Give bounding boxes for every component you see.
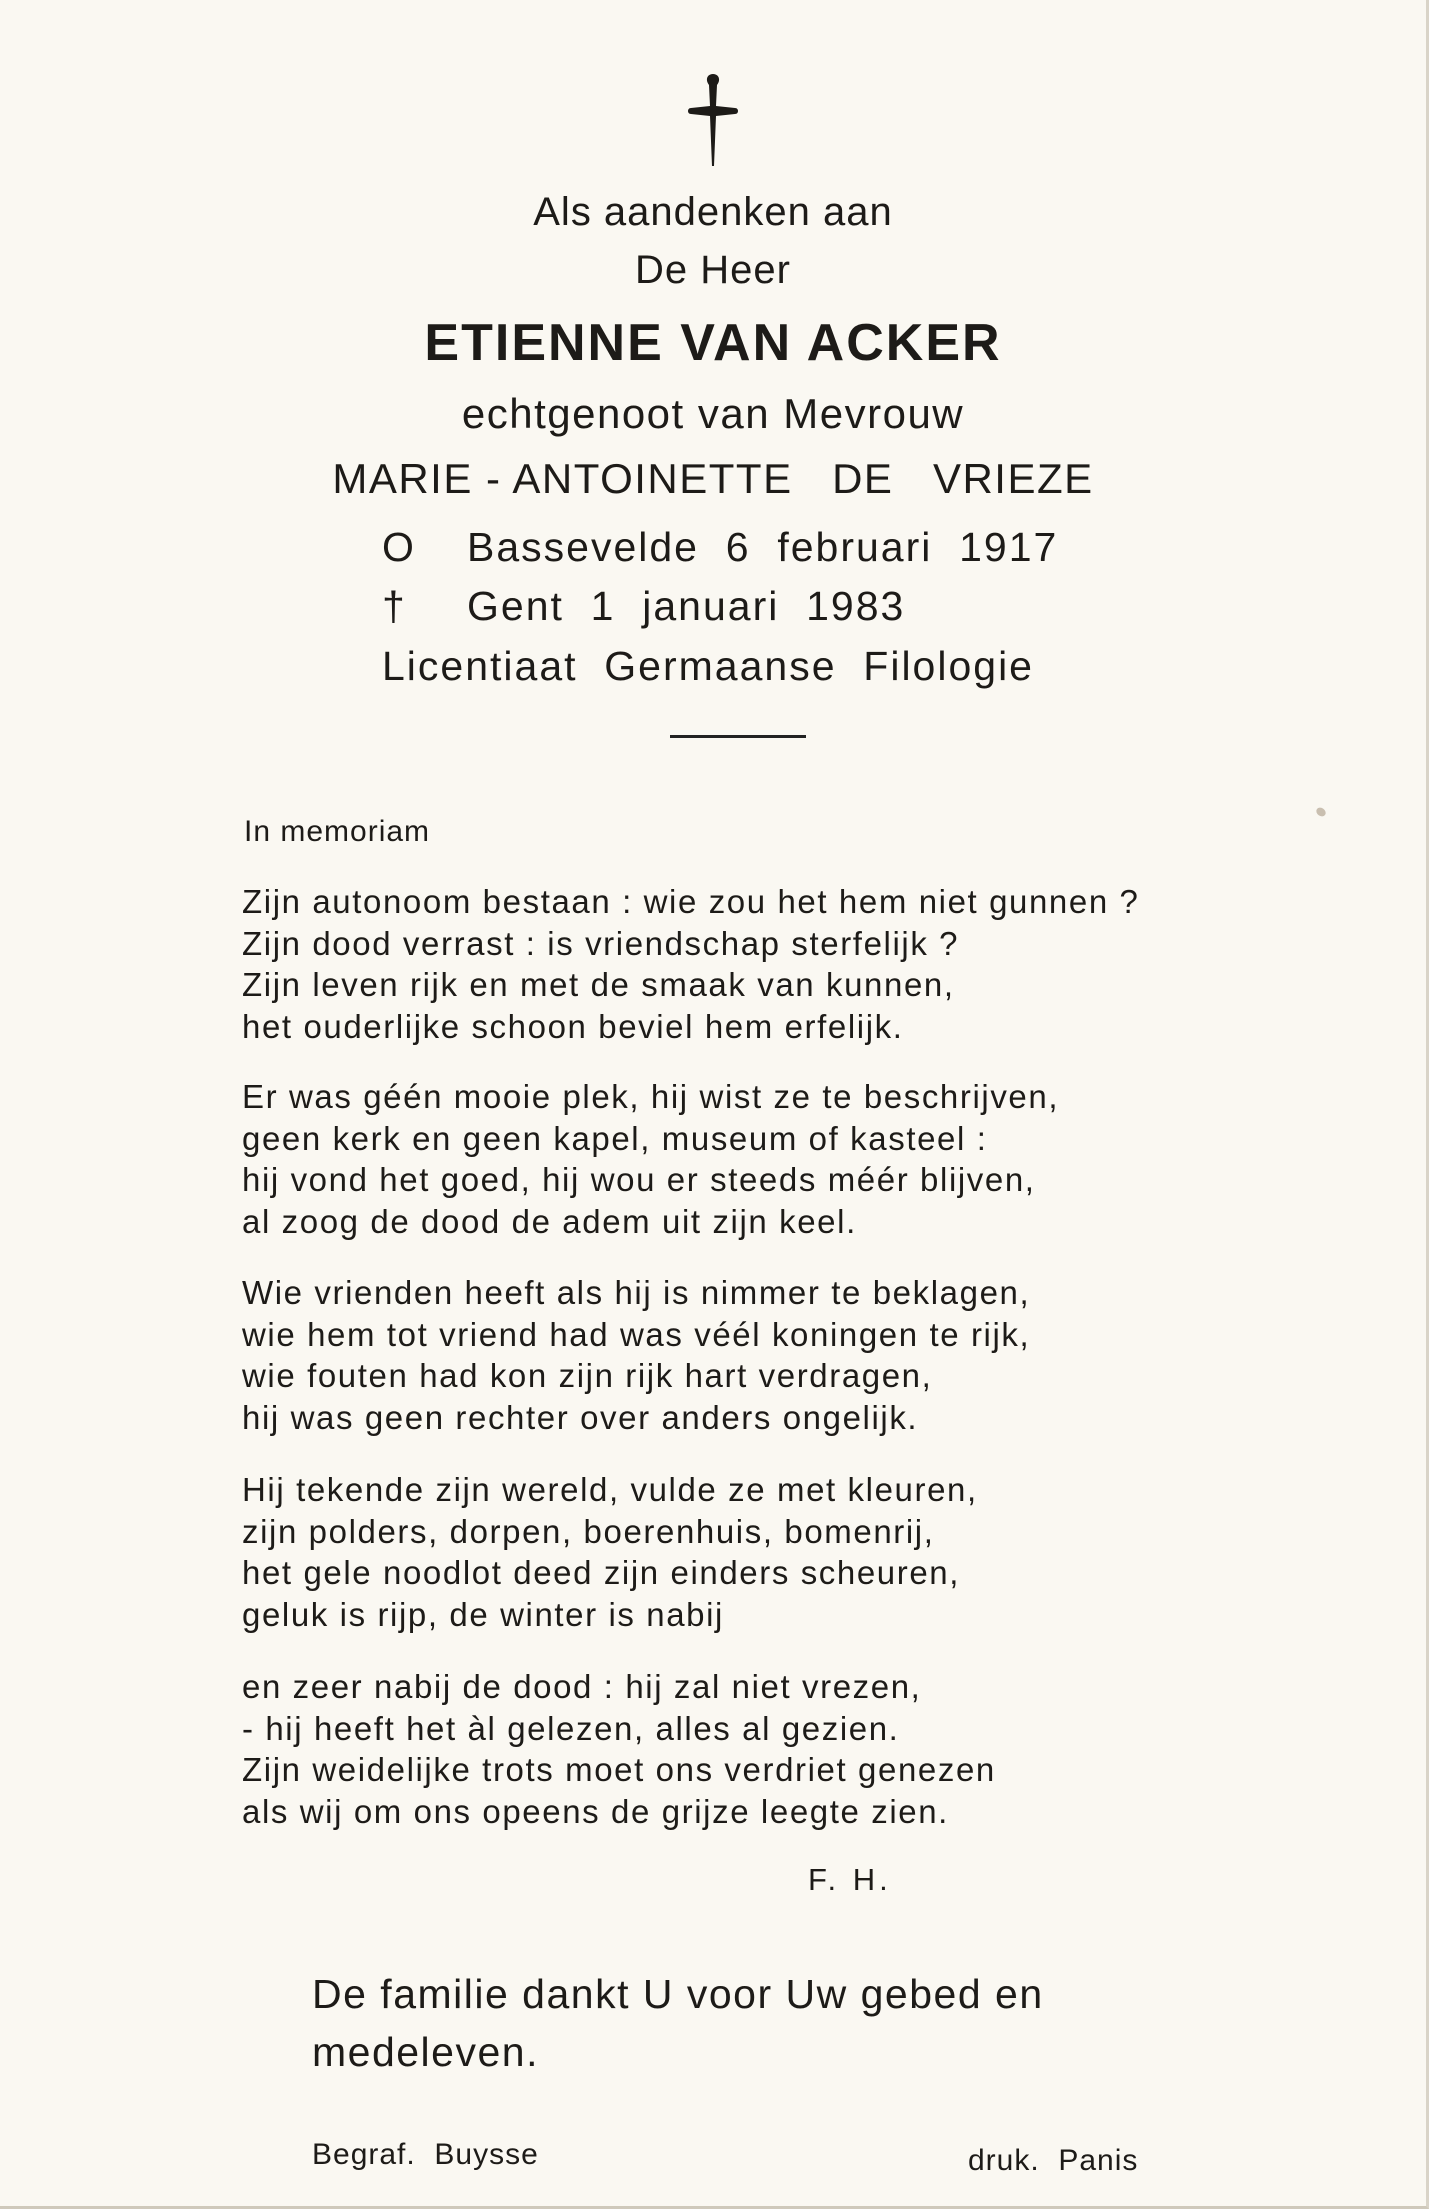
stain-mark <box>1315 806 1328 818</box>
death-line <box>382 583 905 630</box>
poem-line: als wij om ons opeens de grijze leegte zien. <box>242 1792 949 1830</box>
birth-line <box>382 524 1058 571</box>
death-cross-icon: † <box>382 583 407 629</box>
profession-line: Licentiaat Germaanse Filologie <box>382 643 1034 689</box>
intro-line: Als aandenken aan <box>533 190 893 234</box>
poem-stanza <box>242 1469 978 1635</box>
poem-line: het gele noodlot deed zijn einders scheuren, <box>242 1554 961 1591</box>
poem-line: Zijn weidelijke trots moet ons verdriet genezen <box>242 1751 996 1788</box>
poem-stanza <box>242 881 1140 1047</box>
poem-line: Zijn leven rijk en met de smaak van kunnen, <box>242 966 955 1003</box>
poem-line: zijn polders, dorpen, boerenhuis, bomenrij, <box>242 1512 935 1550</box>
poem-line: Hij tekende zijn wereld, vulde ze met kleuren, <box>242 1471 978 1508</box>
poem-line: hij vond het goed, hij wou er steeds méér blijven, <box>242 1161 1036 1198</box>
spouse-name: MARIE - ANTOINETTE DE VRIEZE <box>332 455 1094 502</box>
relation-line: echtgenoot van Mevrouw <box>461 390 965 437</box>
poem-line: Er was géén mooie plek, hij wist ze te beschrijven, <box>242 1078 1060 1115</box>
birth-text: Bassevelde 6 februari 1917 <box>467 524 1059 570</box>
poem-line: al zoog de dood de adem uit zijn keel. <box>242 1202 857 1240</box>
footer-undertaker: Begraf. Buysse <box>312 2138 539 2171</box>
birth-symbol: O <box>382 524 416 570</box>
poem-line: wie fouten had kon zijn rijk hart verdragen, <box>242 1357 933 1394</box>
poem-stanza <box>242 1076 1059 1242</box>
poem-line: Zijn autonoom bestaan : wie zou het hem niet gunnen ? <box>242 883 1140 920</box>
footer-printer: druk. Panis <box>968 2144 1139 2177</box>
poem-line: geluk is rijp, de winter is nabij <box>242 1595 724 1633</box>
thanks-line: De familie dankt U voor Uw gebed en <box>312 1971 1044 2017</box>
death-text: Gent 1 januari 1983 <box>467 583 906 629</box>
divider <box>670 735 806 738</box>
cross-icon <box>0 70 1426 175</box>
poem-stanza <box>242 1666 996 1832</box>
deceased-name: ETIENNE VAN ACKER <box>424 314 1002 372</box>
poem-line: Zijn dood verrast : is vriendschap sterfelijk ? <box>242 924 960 962</box>
thanks-message <box>312 1965 1044 2081</box>
thanks-line: medeleven. <box>312 2029 539 2075</box>
poem-line: hij was geen rechter over anders ongelijk. <box>242 1398 919 1436</box>
poem-line: - hij heeft het àl gelezen, alles al gezien. <box>242 1709 900 1747</box>
salutation-line: De Heer <box>635 248 791 292</box>
poem-line: wie hem tot vriend had was véél koningen te rijk, <box>242 1315 1031 1353</box>
poem-line: Wie vrienden heeft als hij is nimmer te beklagen, <box>242 1274 1031 1311</box>
poem-heading: In memoriam <box>244 815 431 848</box>
poem-line: geen kerk en geen kapel, museum of kasteel : <box>242 1119 988 1157</box>
poem-signature: F. H. <box>808 1862 892 1897</box>
poem-line: het ouderlijke schoon beviel hem erfelijk. <box>242 1007 904 1045</box>
poem-line: en zeer nabij de dood : hij zal niet vrezen, <box>242 1668 922 1705</box>
poem-stanza <box>242 1272 1030 1438</box>
